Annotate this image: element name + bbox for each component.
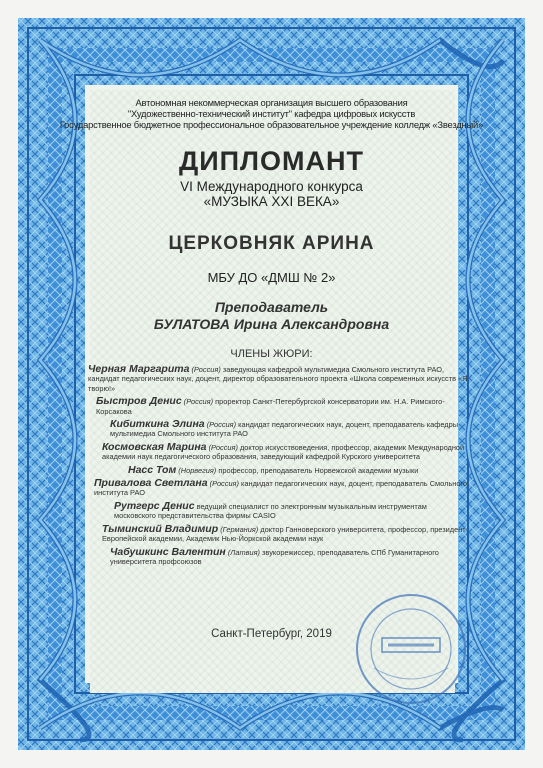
jury-member-role: заведующая кафедрой мультимедиа Смольного института РАО, кандидат педагогических наук, доцент, директор образовательного проекта «Школа современных искусств «Я творю!»: [88, 365, 468, 393]
jury-member-role: проректор Санкт-Петербургской консерватории им. Н.А. Римского-Корсакова: [96, 397, 445, 416]
jury-member-name: Черная Маргарита: [88, 363, 190, 375]
jury-member: [94, 479, 468, 498]
teacher-label: Преподаватель: [214, 299, 329, 315]
org-line-3: Государственное бюджетное профессиональное образовательное учреждение колледж «Звездный»: [59, 119, 484, 130]
jury-member-name: Чабушкинс Валентин: [110, 545, 226, 558]
org-line-2: "Художественно-технический институт" кафедра цифровых искусств: [127, 108, 416, 119]
recipient-name: ЦЕРКОВНЯК АРИНА: [168, 233, 375, 254]
jury-member-role: звукорежиссер, преподаватель СПб Гуманитарного университета профсоюзов: [110, 547, 439, 566]
jury-member-name: Насс Том: [128, 463, 177, 476]
jury-member-country: (Россия): [209, 479, 239, 489]
jury-member: [114, 499, 468, 521]
jury-member-role: профессор, преподаватель Норвежской академии музыки: [218, 465, 419, 475]
jury-member-name: Быстров Денис: [96, 395, 182, 408]
jury-member: [110, 545, 468, 567]
jury-member: [96, 397, 468, 416]
jury-member: [128, 463, 468, 476]
jury-list: [88, 365, 468, 570]
teacher-name: БУЛАТОВА Ирина Александровна: [153, 316, 390, 332]
contest-line-1: VI Международного конкурса: [180, 179, 363, 194]
round-stamp-seal: [352, 590, 470, 708]
jury-member: [102, 522, 468, 544]
jury-member-role: ведущий специалист по электронным музыкальным инструментам московского представительства фирмы CASIO: [114, 501, 427, 521]
jury-member-country: (Россия): [183, 397, 214, 407]
jury-member-country: (Германия): [220, 524, 259, 534]
jury-member-name: Привалова Светлана: [94, 477, 208, 490]
jury-member-country: (Латвия): [227, 547, 260, 557]
jury-member-name: Тыминский Владимир: [102, 522, 219, 535]
contest-line-2: «МУЗЫКА XXI ВЕКА»: [203, 194, 340, 209]
org-line-1: Автономная некоммерческая организация высшего образования: [135, 97, 408, 108]
jury-member-name: Кибиткина Элина: [110, 418, 205, 431]
jury-member-role: доктор искусствоведения, профессор, академик Международной академии наук педагогического образования, заведующий кафедрой Курского университета: [102, 442, 465, 462]
jury-heading: ЧЛЕНЫ ЖЮРИ:: [230, 348, 313, 360]
city-year: Санкт-Петербург, 2019: [211, 628, 332, 640]
jury-member-country: (Россия): [208, 442, 238, 452]
school-name: МБУ ДО «ДМШ № 2»: [207, 270, 336, 285]
diploma-title: ДИПЛОМАНТ: [179, 146, 364, 176]
jury-member-role: доктор Ганноверского университета, профессор, президент Европейской академии, Академик Нью-Йоркской академии наук: [102, 524, 466, 544]
jury-member-country: (Россия): [206, 420, 237, 430]
jury-member: [88, 365, 468, 393]
jury-member-role: кандидат педагогических наук, доцент, преподаватель Смольного института РАО: [94, 479, 468, 498]
jury-member-role: кандидат педагогических наук, доцент, преподаватель кафедры мультимедиа Смольного института РАО: [110, 420, 459, 439]
jury-member: [102, 440, 468, 462]
jury-member: [110, 420, 468, 439]
jury-member-name: Космовская Марина: [102, 440, 207, 453]
jury-member-name: Рутгерс Денис: [114, 499, 195, 512]
jury-member-country: (Россия): [191, 365, 221, 374]
jury-member-country: (Норвегия): [178, 465, 217, 475]
